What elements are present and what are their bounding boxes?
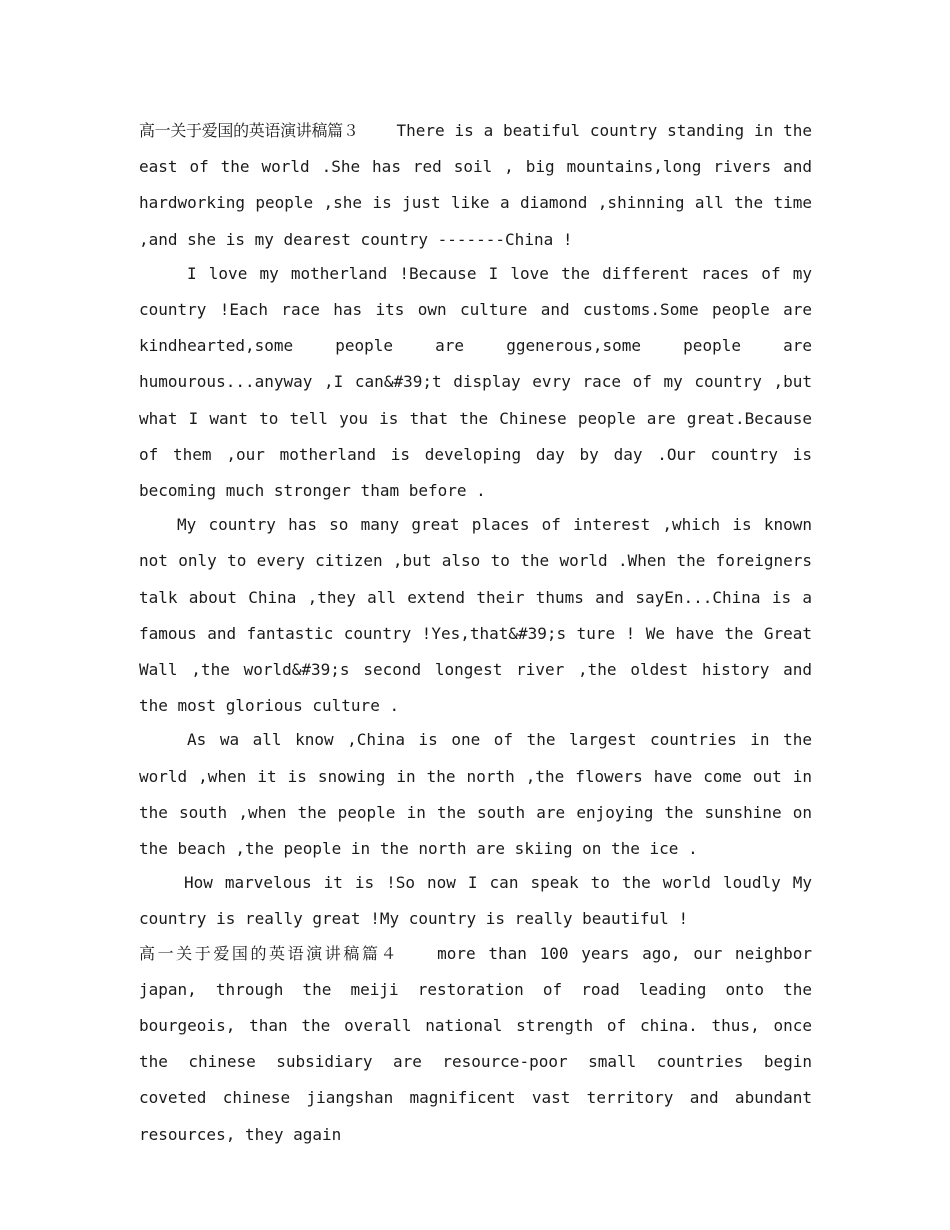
section-3-intro (139, 113, 812, 258)
section-3-paragraph-3: As wa all know ,China is one of the largest countries in the world ,when it is snowing in the north ,the flowers have come out in the south ,when the people in the south are enjoying the sunshine on the beach ,the people in the north are skiing on the ice . (139, 730, 812, 859)
section-4-lead-text: more than 100 years ago, our neighbor japan, through the meiji restoration of road leading onto the bourgeois, than the overall national strength of china. thus, once the chinese subsidiary are resource-poor small countries begin coveted chinese jiangshan magnificent vast territory and abundant resources, they again (139, 943, 812, 1144)
section-4-intro (139, 936, 812, 1153)
section-3-lead-text: There is a beatiful country standing in the east of the world .She has red soil , big mountains,long rivers and hardworking people ,she is just like a diamond ,shinning all the time ,and she is my dearest country -------China ! (139, 121, 812, 249)
section-3-heading: 高一关于爱国的英语演讲稿篇３ (139, 121, 359, 140)
section-3-paragraph-2: My country has so many great places of interest ,which is known not only to every citizen ,but also to the world .When the foreigners talk about China ,they all extend their thums and sayEn...China is a famous and fantastic country !Yes,that&#39;s ture ! We have the Great Wall ,the world&#39;s second longest river ,the oldest history and the most glorious culture . (139, 515, 812, 716)
section-3-paragraph-1: I love my motherland !Because I love the different races of my country !Each race has its own culture and customs.Some people are kindhearted,some people are ggenerous,some people are humourous...anyway ,I can&#39;t display evry race of my country ,but what I want to tell you is that the Chinese people are great.Because of them ,our motherland is developing day by day .Our country is becoming much stronger tham before . (139, 263, 812, 501)
section-3-paragraph-4: How marvelous it is !So now I can speak to the world loudly My country is really great !My country is really beautiful ! (139, 873, 812, 929)
document-body (139, 113, 812, 1153)
section-4-heading: 高一关于爱国的英语演讲稿篇４ (139, 943, 400, 963)
